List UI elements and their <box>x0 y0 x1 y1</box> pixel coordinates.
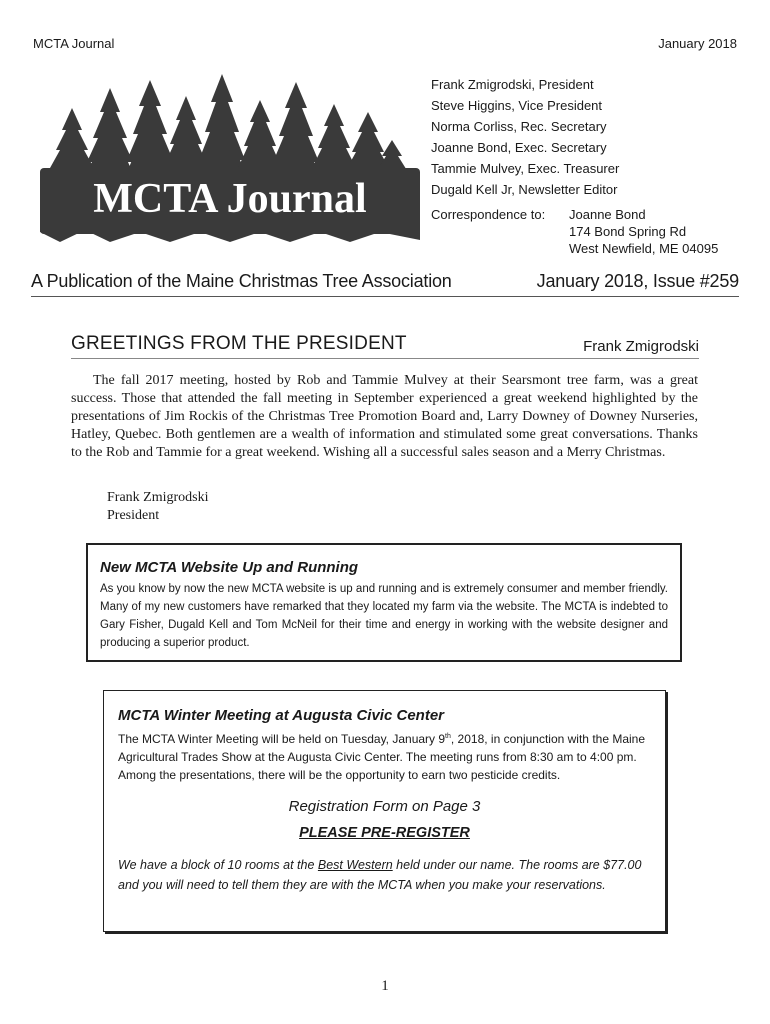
officer-item: Joanne Bond, Exec. Secretary <box>431 140 607 155</box>
logo-title: MCTA Journal <box>93 176 367 222</box>
registration-note: Registration Form on Page 3 <box>288 798 481 815</box>
running-header-right: January 2018 <box>658 36 737 51</box>
issue-number: January 2018, Issue #259 <box>536 271 739 291</box>
signature-name: Frank Zmigrodski <box>107 490 209 505</box>
president-letter-body: The fall 2017 meeting, hosted by Rob and Tammie Mulvey at their Searsmont tree farm, was a great success. Those that attended the fall meeting in September experienced a great weekend highlighted by the presentations of Jim Rockis of the Christmas Tree Promotion Board and, Larry Downey of Downey Nurseries, Hatley, Quebec. Both gentlemen are a wealth of information and stimulated some great conversations. Thanks to the Rob and Tammie for a great weekend. Wishing all a successful sales season and a Merry Christmas. <box>71 373 698 460</box>
publication-bar <box>31 268 739 297</box>
correspondence-label: Correspondence to: <box>431 207 546 222</box>
officer-item: Tammie Mulvey, Exec. Treasurer <box>431 161 620 176</box>
website-box-title: New MCTA Website Up and Running <box>100 559 359 576</box>
rooms-note <box>118 855 651 895</box>
meeting-body-sup: th <box>445 733 451 740</box>
section-author: Frank Zmigrodski <box>583 338 699 355</box>
meeting-body-end: , 2018, in conjunction with the Maine Agricultural Trades Show at the Augusta Civic Center. The meeting runs from 8:30 am to 4:00 pm. Among the presentations, there will be the opportunity to earn two pesticide credits. <box>118 732 646 782</box>
preregister-note: PLEASE PRE-REGISTER <box>299 825 470 841</box>
rooms-text-start: We have a block of 10 rooms at the <box>118 858 318 872</box>
publication-tagline: A Publication of the Maine Christmas Tree Association <box>31 271 452 291</box>
meeting-body-start: The MCTA Winter Meeting will be held on Tuesday, January 9 <box>118 732 446 746</box>
rooms-text-end: held under our name. The rooms are $77.00 and you will need to tell them they are with the MCTA when you make your reservations. <box>118 858 642 892</box>
address-name: Joanne Bond <box>569 207 646 222</box>
section-title: GREETINGS FROM THE PRESIDENT <box>71 333 407 354</box>
officers-list <box>431 74 619 200</box>
winter-meeting-box <box>103 690 666 932</box>
running-header-left: MCTA Journal <box>33 36 115 51</box>
masthead-logo <box>40 72 420 242</box>
address-street: 174 Bond Spring Rd <box>569 224 687 239</box>
meeting-box-title: MCTA Winter Meeting at Augusta Civic Center <box>118 707 445 724</box>
hotel-name: Best Western <box>317 858 393 872</box>
website-announcement-box <box>86 543 682 662</box>
officer-item: Frank Zmigrodski, President <box>431 77 594 92</box>
officer-item: Norma Corliss, Rec. Secretary <box>431 119 607 134</box>
correspondence-address <box>569 206 718 257</box>
signature-title: President <box>107 508 160 523</box>
address-city: West Newfield, ME 04095 <box>569 241 719 256</box>
officer-item: Dugald Kell Jr, Newsletter Editor <box>431 182 618 197</box>
page-number: 1 <box>381 978 389 994</box>
officer-item: Steve Higgins, Vice President <box>431 98 603 113</box>
meeting-box-body <box>118 728 651 784</box>
section-header <box>71 332 699 359</box>
website-box-body: As you know by now the new MCTA website is up and running and is extremely consumer and member friendly. Many of my new customers have remarked that they located my farm via the website. The MCTA is indebted to Gary Fisher, Dugald Kell and Tom McNeil for their time and energy in working with the website designer and producing a superior product. <box>100 583 668 649</box>
signature <box>107 489 209 525</box>
